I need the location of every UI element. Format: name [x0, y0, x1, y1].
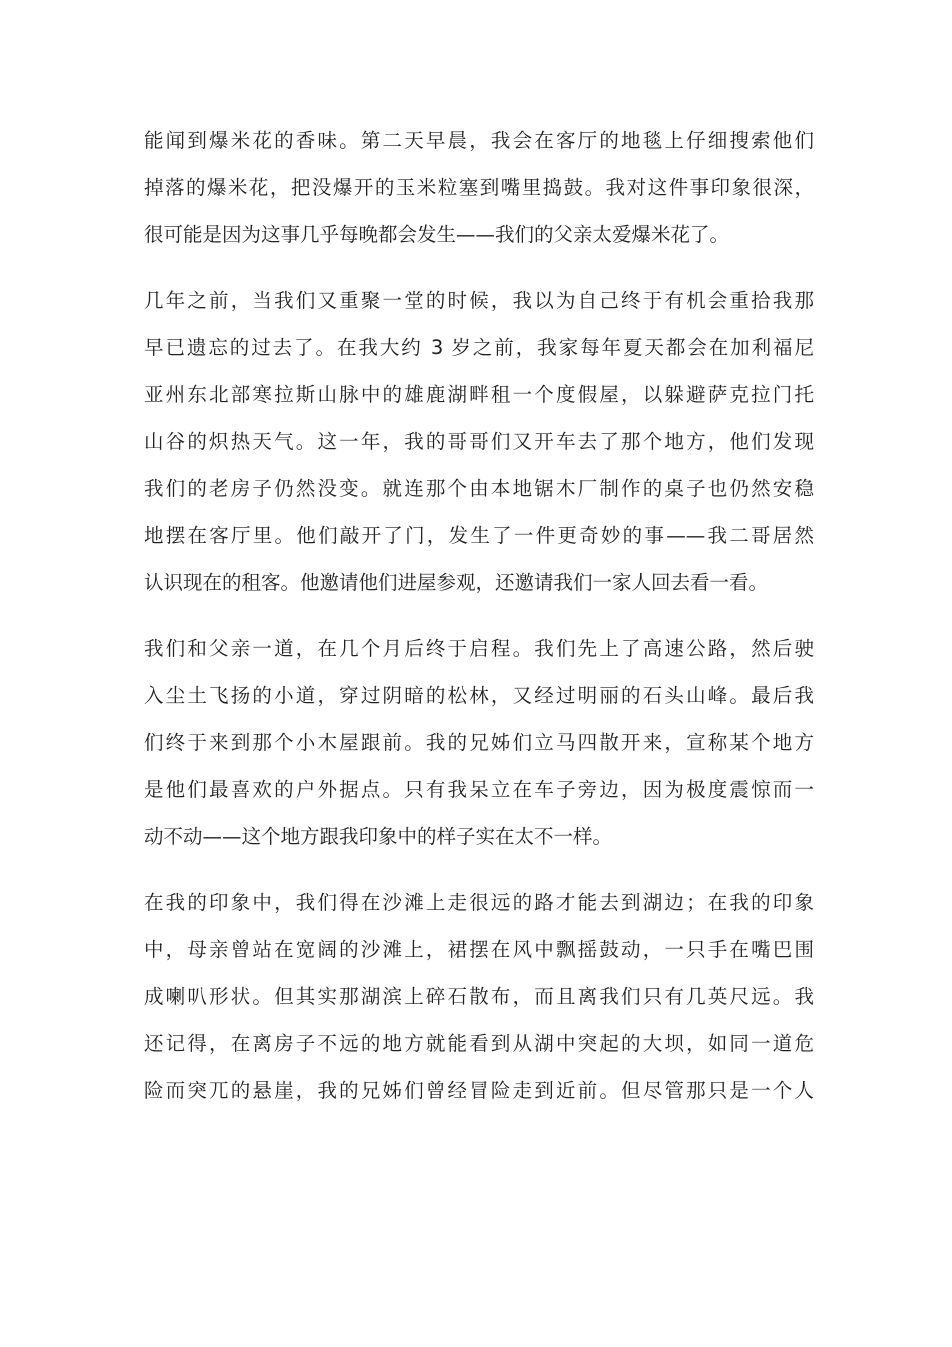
text-line: 我们的老房子仍然没变。就连那个由本地锯木厂制作的桌子也仍然安稳 [144, 477, 814, 500]
text-line: 中，母亲曾站在宽阔的沙滩上，裙摆在风中飘摇鼓动，一只手在嘴巴围 [144, 938, 814, 961]
text-line: 们终于来到那个小木屋跟前。我的兄姊们立马四散开来，宣称某个地方 [144, 731, 814, 754]
text-line: 早已遗忘的过去了。在我大约 3 岁之前，我家每年夏天都会在加利福尼 [144, 336, 814, 359]
text-line: 认识现在的租客。他邀请他们进屋参观，还邀请我们一家人回去看一看。 [144, 571, 769, 594]
text-line: 很可能是因为这事几乎每晚都会发生——我们的父亲太爱爆米花了。 [144, 223, 730, 246]
text-line: 几年之前，当我们又重聚一堂的时候，我以为自己终于有机会重拾我那 [144, 289, 814, 312]
text-line: 是他们最喜欢的户外据点。只有我呆立在车子旁边，因为极度震惊而一 [144, 778, 814, 801]
text-line: 入尘土飞扬的小道，穿过阴暗的松林，又经过明丽的石头山峰。最后我 [144, 684, 814, 707]
text-line: 在我的印象中，我们得在沙滩上走很远的路才能去到湖边；在我的印象 [144, 891, 814, 914]
text-line: 亚州东北部寒拉斯山脉中的雄鹿湖畔租一个度假屋，以躲避萨克拉门托 [144, 383, 814, 406]
text-line: 山谷的炽热天气。这一年，我的哥哥们又开车去了那个地方，他们发现 [144, 430, 814, 453]
text-line: 地摆在客厅里。他们敲开了门，发生了一件更奇妙的事——我二哥居然 [144, 524, 814, 547]
paragraph-1 [144, 117, 814, 258]
paragraph-3 [144, 625, 814, 860]
text-line: 成喇叭形状。但其实那湖滨上碎石散布，而且离我们只有几英尺远。我 [144, 985, 814, 1008]
text-line: 我们和父亲一道，在几个月后终于启程。我们先上了高速公路，然后驶 [144, 637, 814, 660]
text-line: 掉落的爆米花，把没爆开的玉米粒塞到嘴里捣鼓。我对这件事印象很深， [144, 176, 814, 199]
text-line: 还记得，在离房子不远的地方就能看到从湖中突起的大坝，如同一道危 [144, 1032, 814, 1055]
paragraph-2 [144, 277, 814, 606]
text-line: 险而突兀的悬崖，我的兄姊们曾经冒险走到近前。但尽管那只是一个人 [144, 1079, 814, 1102]
text-line: 能闻到爆米花的香味。第二天早晨，我会在客厅的地毯上仔细搜索他们 [144, 129, 814, 152]
paragraph-4 [144, 879, 814, 1114]
body-text [144, 117, 814, 1133]
text-line: 动不动——这个地方跟我印象中的样子实在太不一样。 [144, 825, 613, 848]
